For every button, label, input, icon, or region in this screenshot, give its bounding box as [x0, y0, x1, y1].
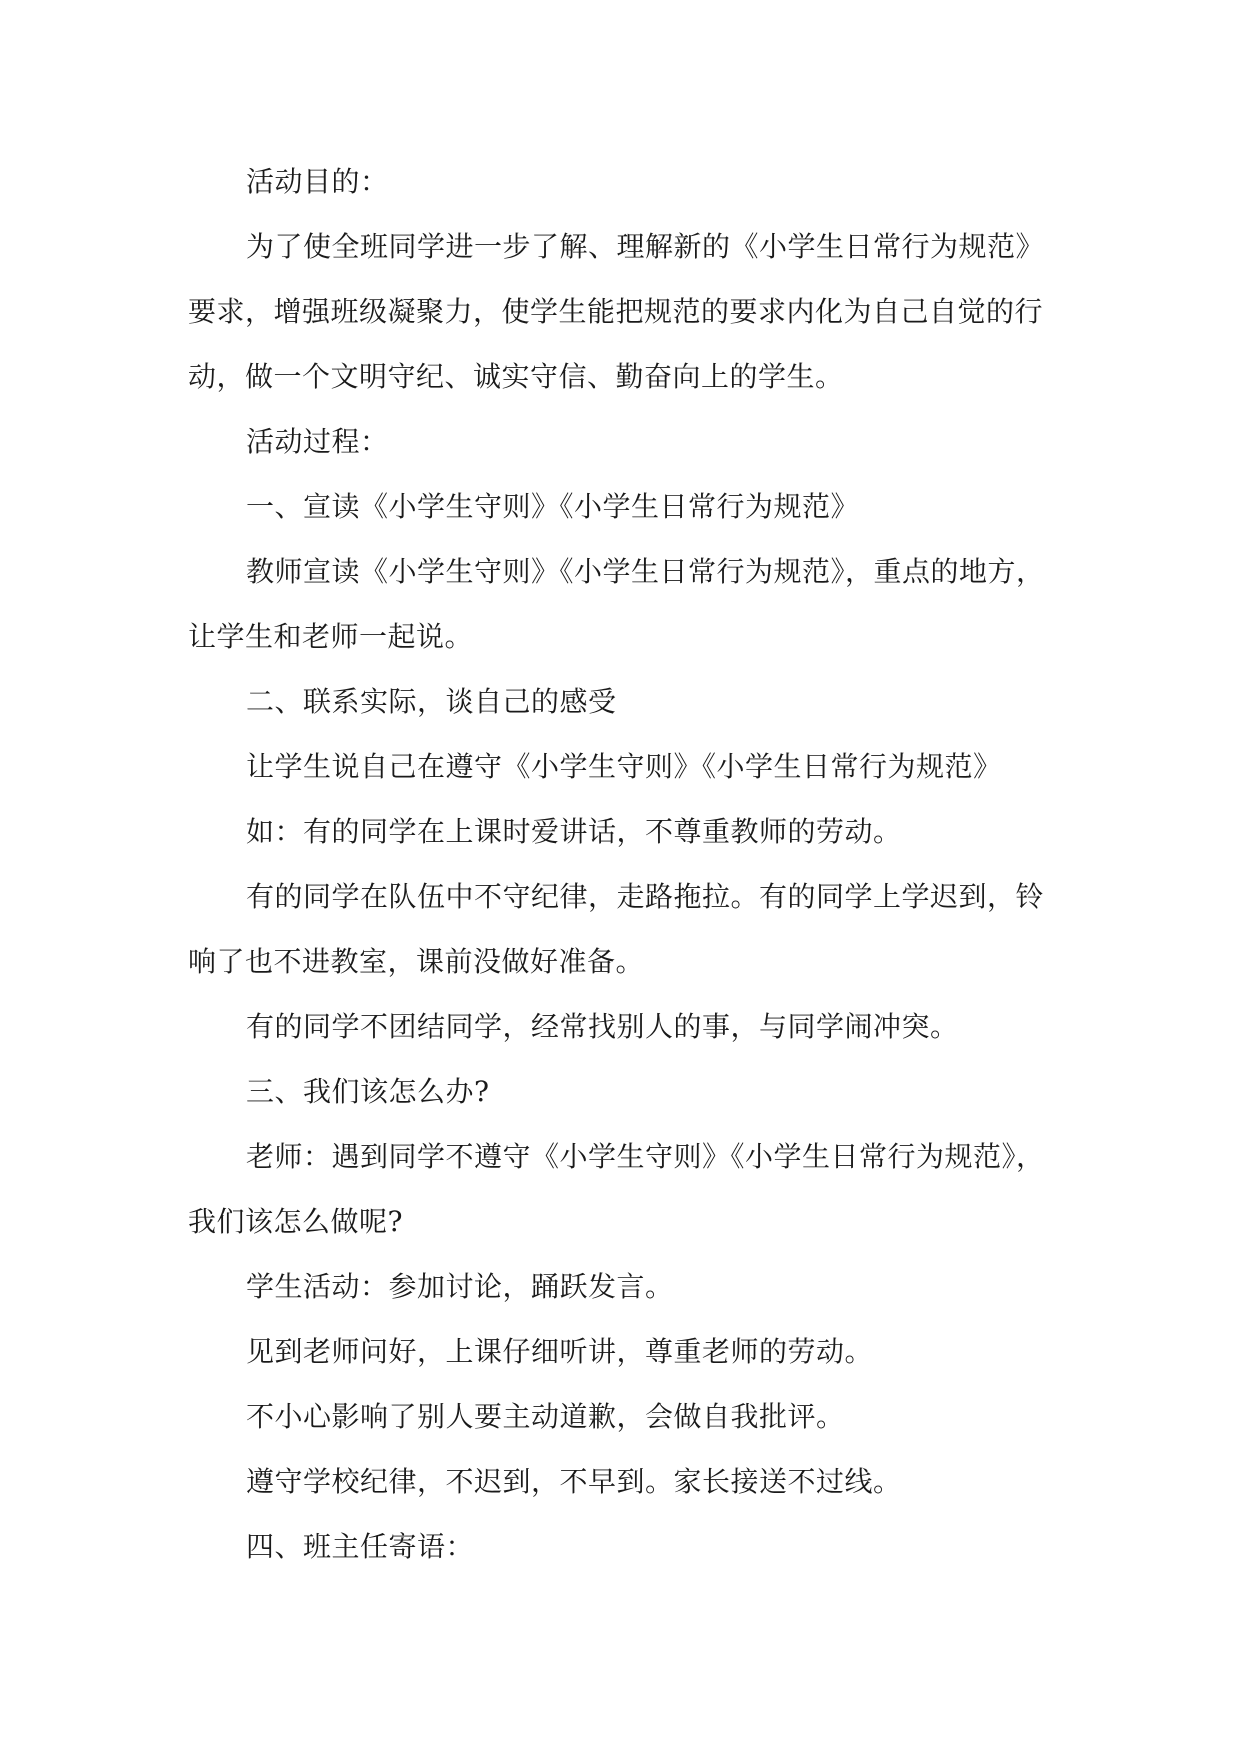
text-line: 要求，增强班级凝聚力，使学生能把规范的要求内化为自己自觉的行 [188, 295, 1044, 328]
step-heading-3 [188, 1059, 1058, 1124]
paragraph [188, 734, 1058, 799]
text-line: 见到老师问好，上课仔细听讲，尊重老师的劳动。 [246, 1335, 874, 1368]
step-heading-2 [188, 669, 1058, 734]
paragraph [188, 1319, 1058, 1384]
text-line: 为了使全班同学进一步了解、理解新的《小学生日常行为规范》 [246, 230, 1045, 263]
section-heading-process [188, 409, 1058, 474]
text-line: 一、宣读《小学生守则》《小学生日常行为规范》 [246, 490, 860, 523]
text-line: 让学生和老师一起说。 [188, 620, 474, 653]
text-line: 学生活动：参加讨论，踊跃发言。 [246, 1270, 674, 1303]
text-line: 我们该怎么做呢? [188, 1205, 404, 1238]
text-line: 响了也不进教室，课前没做好准备。 [188, 945, 645, 978]
text-line: 不小心影响了别人要主动道歉，会做自我批评。 [246, 1400, 845, 1433]
paragraph [188, 1384, 1058, 1449]
step-heading-4 [188, 1514, 1058, 1579]
text-line: 如：有的同学在上课时爱讲话，不尊重教师的劳动。 [246, 815, 902, 848]
text-line: 有的同学不团结同学，经常找别人的事，与同学闹冲突。 [246, 1010, 959, 1043]
text-line: 教师宣读《小学生守则》《小学生日常行为规范》，重点的地方， [246, 555, 1045, 588]
text-line: 遵守学校纪律，不迟到，不早到。家长接送不过线。 [246, 1465, 902, 1498]
step-heading-1 [188, 474, 1058, 539]
paragraph [188, 539, 1058, 669]
text-line: 动，做一个文明守纪、诚实守信、勤奋向上的学生。 [188, 360, 844, 393]
text-line: 让学生说自己在遵守《小学生守则》《小学生日常行为规范》 [246, 750, 1002, 783]
paragraph [188, 799, 1058, 864]
paragraph [188, 1449, 1058, 1514]
section-heading-purpose [188, 149, 1058, 214]
text-line: 老师：遇到同学不遵守《小学生守则》《小学生日常行为规范》， [246, 1140, 1045, 1173]
text-line: 四、班主任寄语： [246, 1530, 475, 1563]
paragraph [188, 1254, 1058, 1319]
text-line: 三、我们该怎么办? [246, 1075, 490, 1108]
paragraph-purpose [188, 214, 1058, 409]
text-line: 二、联系实际，谈自己的感受 [246, 685, 617, 718]
paragraph [188, 864, 1058, 994]
paragraph [188, 994, 1058, 1059]
text-line: 有的同学在队伍中不守纪律，走路拖拉。有的同学上学迟到，铃 [246, 880, 1045, 913]
paragraph [188, 1124, 1058, 1254]
text-line: 活动目的： [246, 165, 389, 198]
text-line: 活动过程： [246, 425, 389, 458]
